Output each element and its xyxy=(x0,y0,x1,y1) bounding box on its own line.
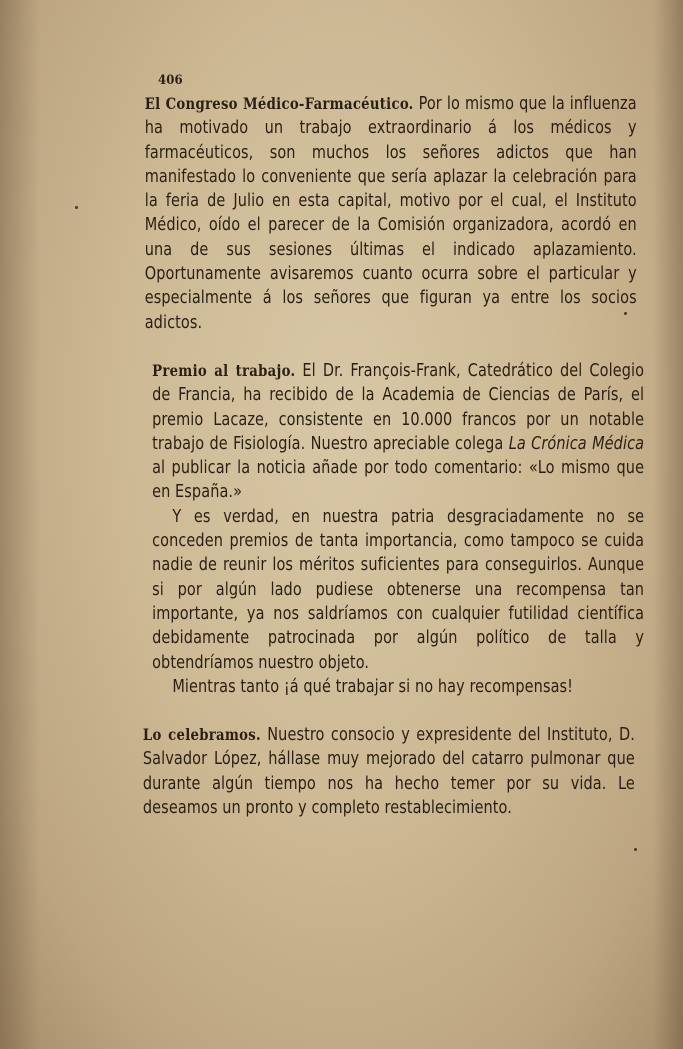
ink-speck xyxy=(634,848,637,851)
paragraph-premio-3: Mientras tanto ¡á qué trabajar si no hay recompensas! xyxy=(172,676,574,697)
paragraph-congreso xyxy=(130,92,637,335)
section-heading-premio: Premio al trabajo. xyxy=(152,360,296,380)
section-spacer xyxy=(130,699,622,723)
section-spacer xyxy=(130,335,622,359)
paragraph-premio-2: Y es verdad, en nuestra patria desgraciadamente no se conceden premios de tanta importancia, como tampoco se cuida nadie de reunir los méritos suficientes para conseguirlos. Aunque si por algún lado pudiese obtenerse una recompensa tan importante, ya nos saldríamos con cualquier futilidad científica debidamente patrocinada por algún político de talla y obtendríamos nuestro objeto. xyxy=(152,506,645,673)
paragraph-premio xyxy=(130,359,644,505)
paragraph-celebramos xyxy=(130,723,635,820)
page-number: 406 xyxy=(158,73,183,88)
ink-speck xyxy=(75,206,78,209)
section-heading-congreso: El Congreso Médico-Farmacéutico. xyxy=(144,94,414,113)
paragraph-premio-body-start: El Dr. François-Frank, Catedrático del Colegio de Francia, ha recibido de la Academia de Ciencias de París, el premio Lacaze, consistente en 10.000 francos por un notable trabajo de Fisiología. Nuestro apreciable colega xyxy=(152,360,645,454)
paragraph-congreso-body: Por lo mismo que la influenza ha motivado un trabajo extraordinario á los médicos y farmacéuticos, son muchos los señores adictos que han manifestado lo conveniente que sería aplazar la celebración para la feria de Julio en esta capital, motivo por el cual, el Instituto Médico, oído el parecer de la Comisión organizadora, acordó en una de sus sesiones últimas el indicado aplazamiento. Oportunamente avisaremos cuanto ocurra sobre el particular y especialmente á los señores que figuran ya entre los socios adictos. xyxy=(144,94,637,333)
page-text xyxy=(130,70,645,820)
section-heading-celebramos: Lo celebramos. xyxy=(142,725,261,745)
paragraph-celebramos-body: Nuestro consocio y expresidente del Instituto, D. Salvador López, hállase muy mejorado del catarro pulmonar que durante algún tiempo nos ha hecho temer por su vida. Le deseamos un pronto y completo restablecimiento. xyxy=(142,725,635,819)
journal-title: La Crónica Médica xyxy=(508,433,645,454)
paragraph-premio-body-end: al publicar la noticia añade por todo comentario: «Lo mismo que en España.» xyxy=(152,458,645,503)
